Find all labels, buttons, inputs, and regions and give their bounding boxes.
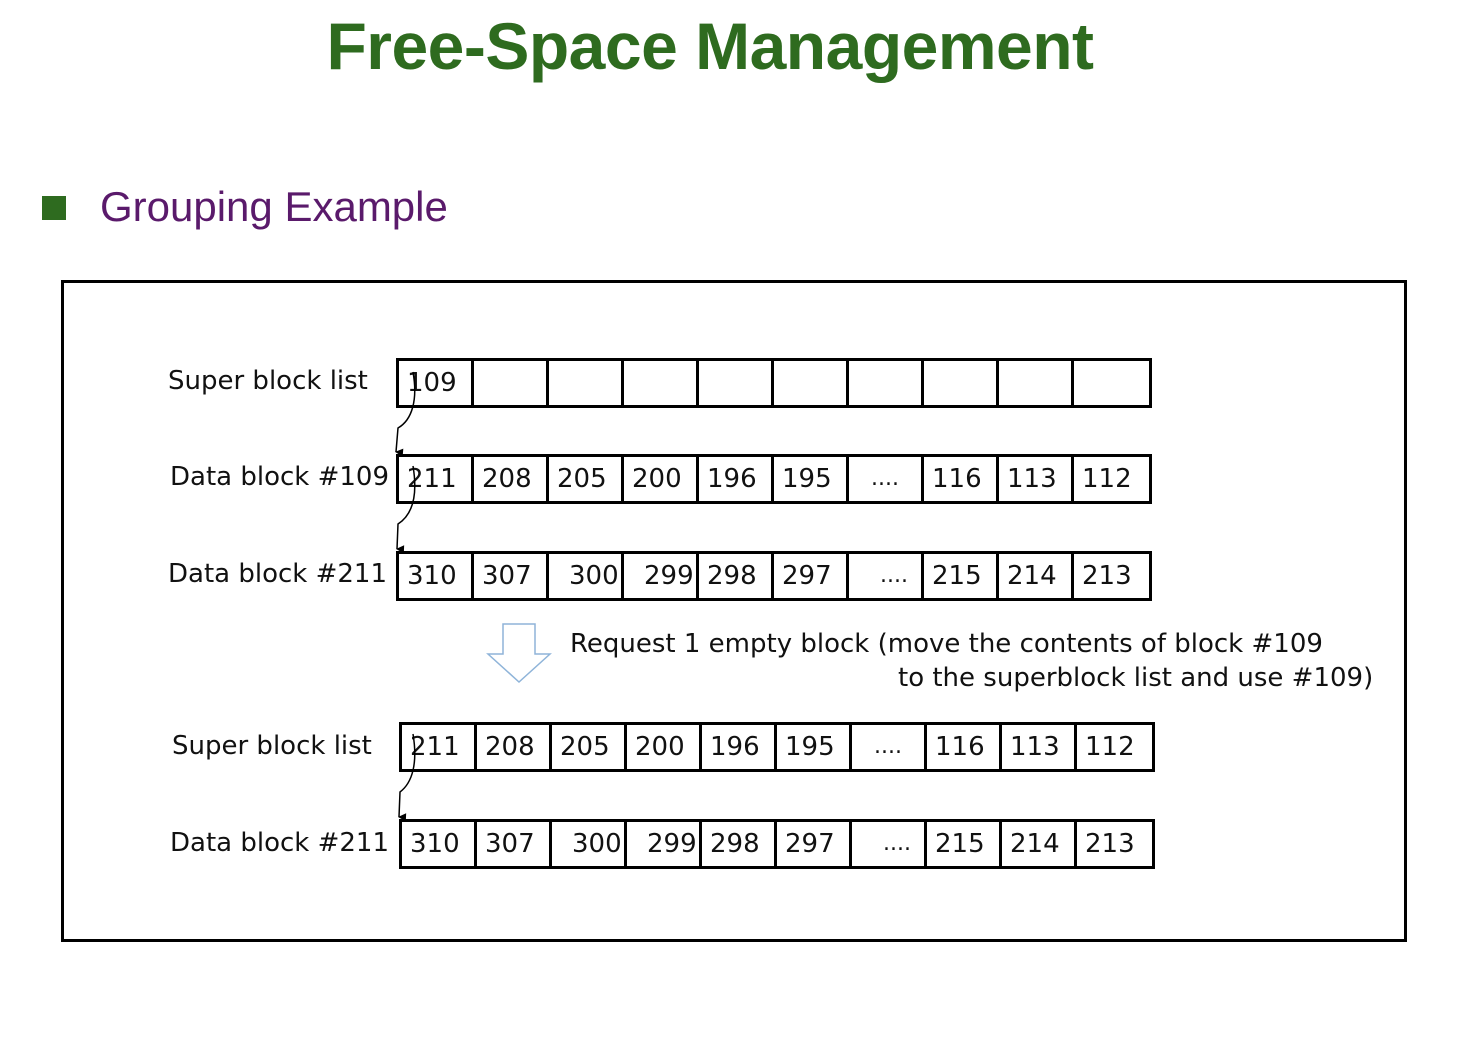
block-cell: 113 xyxy=(1002,725,1077,769)
block-cell: 109 xyxy=(399,361,474,405)
block-cell xyxy=(774,361,849,405)
block-cell: 299 xyxy=(627,822,702,866)
block-cell: 297 xyxy=(777,822,852,866)
block-cell: 195 xyxy=(774,457,849,501)
block-cell: 196 xyxy=(702,725,777,769)
block-cell xyxy=(474,361,549,405)
request-note-line1: Request 1 empty block (move the contents of block #109 xyxy=(570,629,1323,659)
block-cell: 310 xyxy=(399,554,474,598)
block-row-super-list-after xyxy=(399,722,1155,772)
block-cell: 112 xyxy=(1082,464,1132,494)
request-note-line2: to the superblock list and use #109) xyxy=(898,663,1374,693)
bullet-square-icon xyxy=(42,196,66,220)
block-row-data-211-after xyxy=(399,819,1155,869)
block-cell: 205 xyxy=(552,725,627,769)
block-cell: 195 xyxy=(777,725,852,769)
block-cell: 211 xyxy=(399,457,474,501)
block-cell: 208 xyxy=(477,725,552,769)
block-cell: 112 xyxy=(1085,732,1135,762)
block-cell: 205 xyxy=(549,457,624,501)
block-cell xyxy=(699,361,774,405)
block-cell-ellipsis: .... xyxy=(852,725,927,769)
block-cell: 214 xyxy=(999,554,1074,598)
row-label-data-block-211-after: Data block #211 xyxy=(170,828,390,858)
block-cell-ellipsis: .... xyxy=(849,457,924,501)
row-label-data-block-109: Data block #109 xyxy=(170,462,390,492)
block-cell: 300 xyxy=(552,822,627,866)
block-cell: 297 xyxy=(774,554,849,598)
block-cell: 299 xyxy=(624,554,699,598)
block-cell-ellipsis: .... xyxy=(849,554,924,598)
block-cell xyxy=(549,361,624,405)
row-label-super-block-list-after: Super block list xyxy=(172,731,372,761)
block-cell: 307 xyxy=(477,822,552,866)
row-label-super-block-list: Super block list xyxy=(168,366,368,396)
block-cell: 298 xyxy=(699,554,774,598)
block-cell: 300 xyxy=(549,554,624,598)
block-cell: 211 xyxy=(402,725,477,769)
block-row-data-109 xyxy=(396,454,1152,504)
block-cell xyxy=(924,361,999,405)
block-cell: 116 xyxy=(927,725,1002,769)
block-cell: 213 xyxy=(1085,829,1135,859)
block-cell xyxy=(999,361,1074,405)
slide-title: Free-Space Management xyxy=(326,9,1094,83)
block-cell: 298 xyxy=(702,822,777,866)
slide-subtitle: Grouping Example xyxy=(100,183,448,230)
block-cell xyxy=(849,361,924,405)
block-cell: 310 xyxy=(402,822,477,866)
block-cell: 215 xyxy=(927,822,1002,866)
block-cell: 307 xyxy=(474,554,549,598)
block-cell: 113 xyxy=(999,457,1074,501)
block-cell: 213 xyxy=(1082,561,1132,591)
block-row-super-list xyxy=(396,358,1152,408)
block-cell: 214 xyxy=(1002,822,1077,866)
block-cell: 116 xyxy=(924,457,999,501)
block-cell: 200 xyxy=(624,457,699,501)
block-cell: 200 xyxy=(627,725,702,769)
block-cell-ellipsis: .... xyxy=(852,822,927,866)
block-cell xyxy=(1074,361,1149,405)
block-cell: 196 xyxy=(699,457,774,501)
row-label-data-block-211: Data block #211 xyxy=(168,559,388,589)
block-cell: 215 xyxy=(924,554,999,598)
block-cell xyxy=(624,361,699,405)
block-cell: 208 xyxy=(474,457,549,501)
block-row-data-211 xyxy=(396,551,1152,601)
